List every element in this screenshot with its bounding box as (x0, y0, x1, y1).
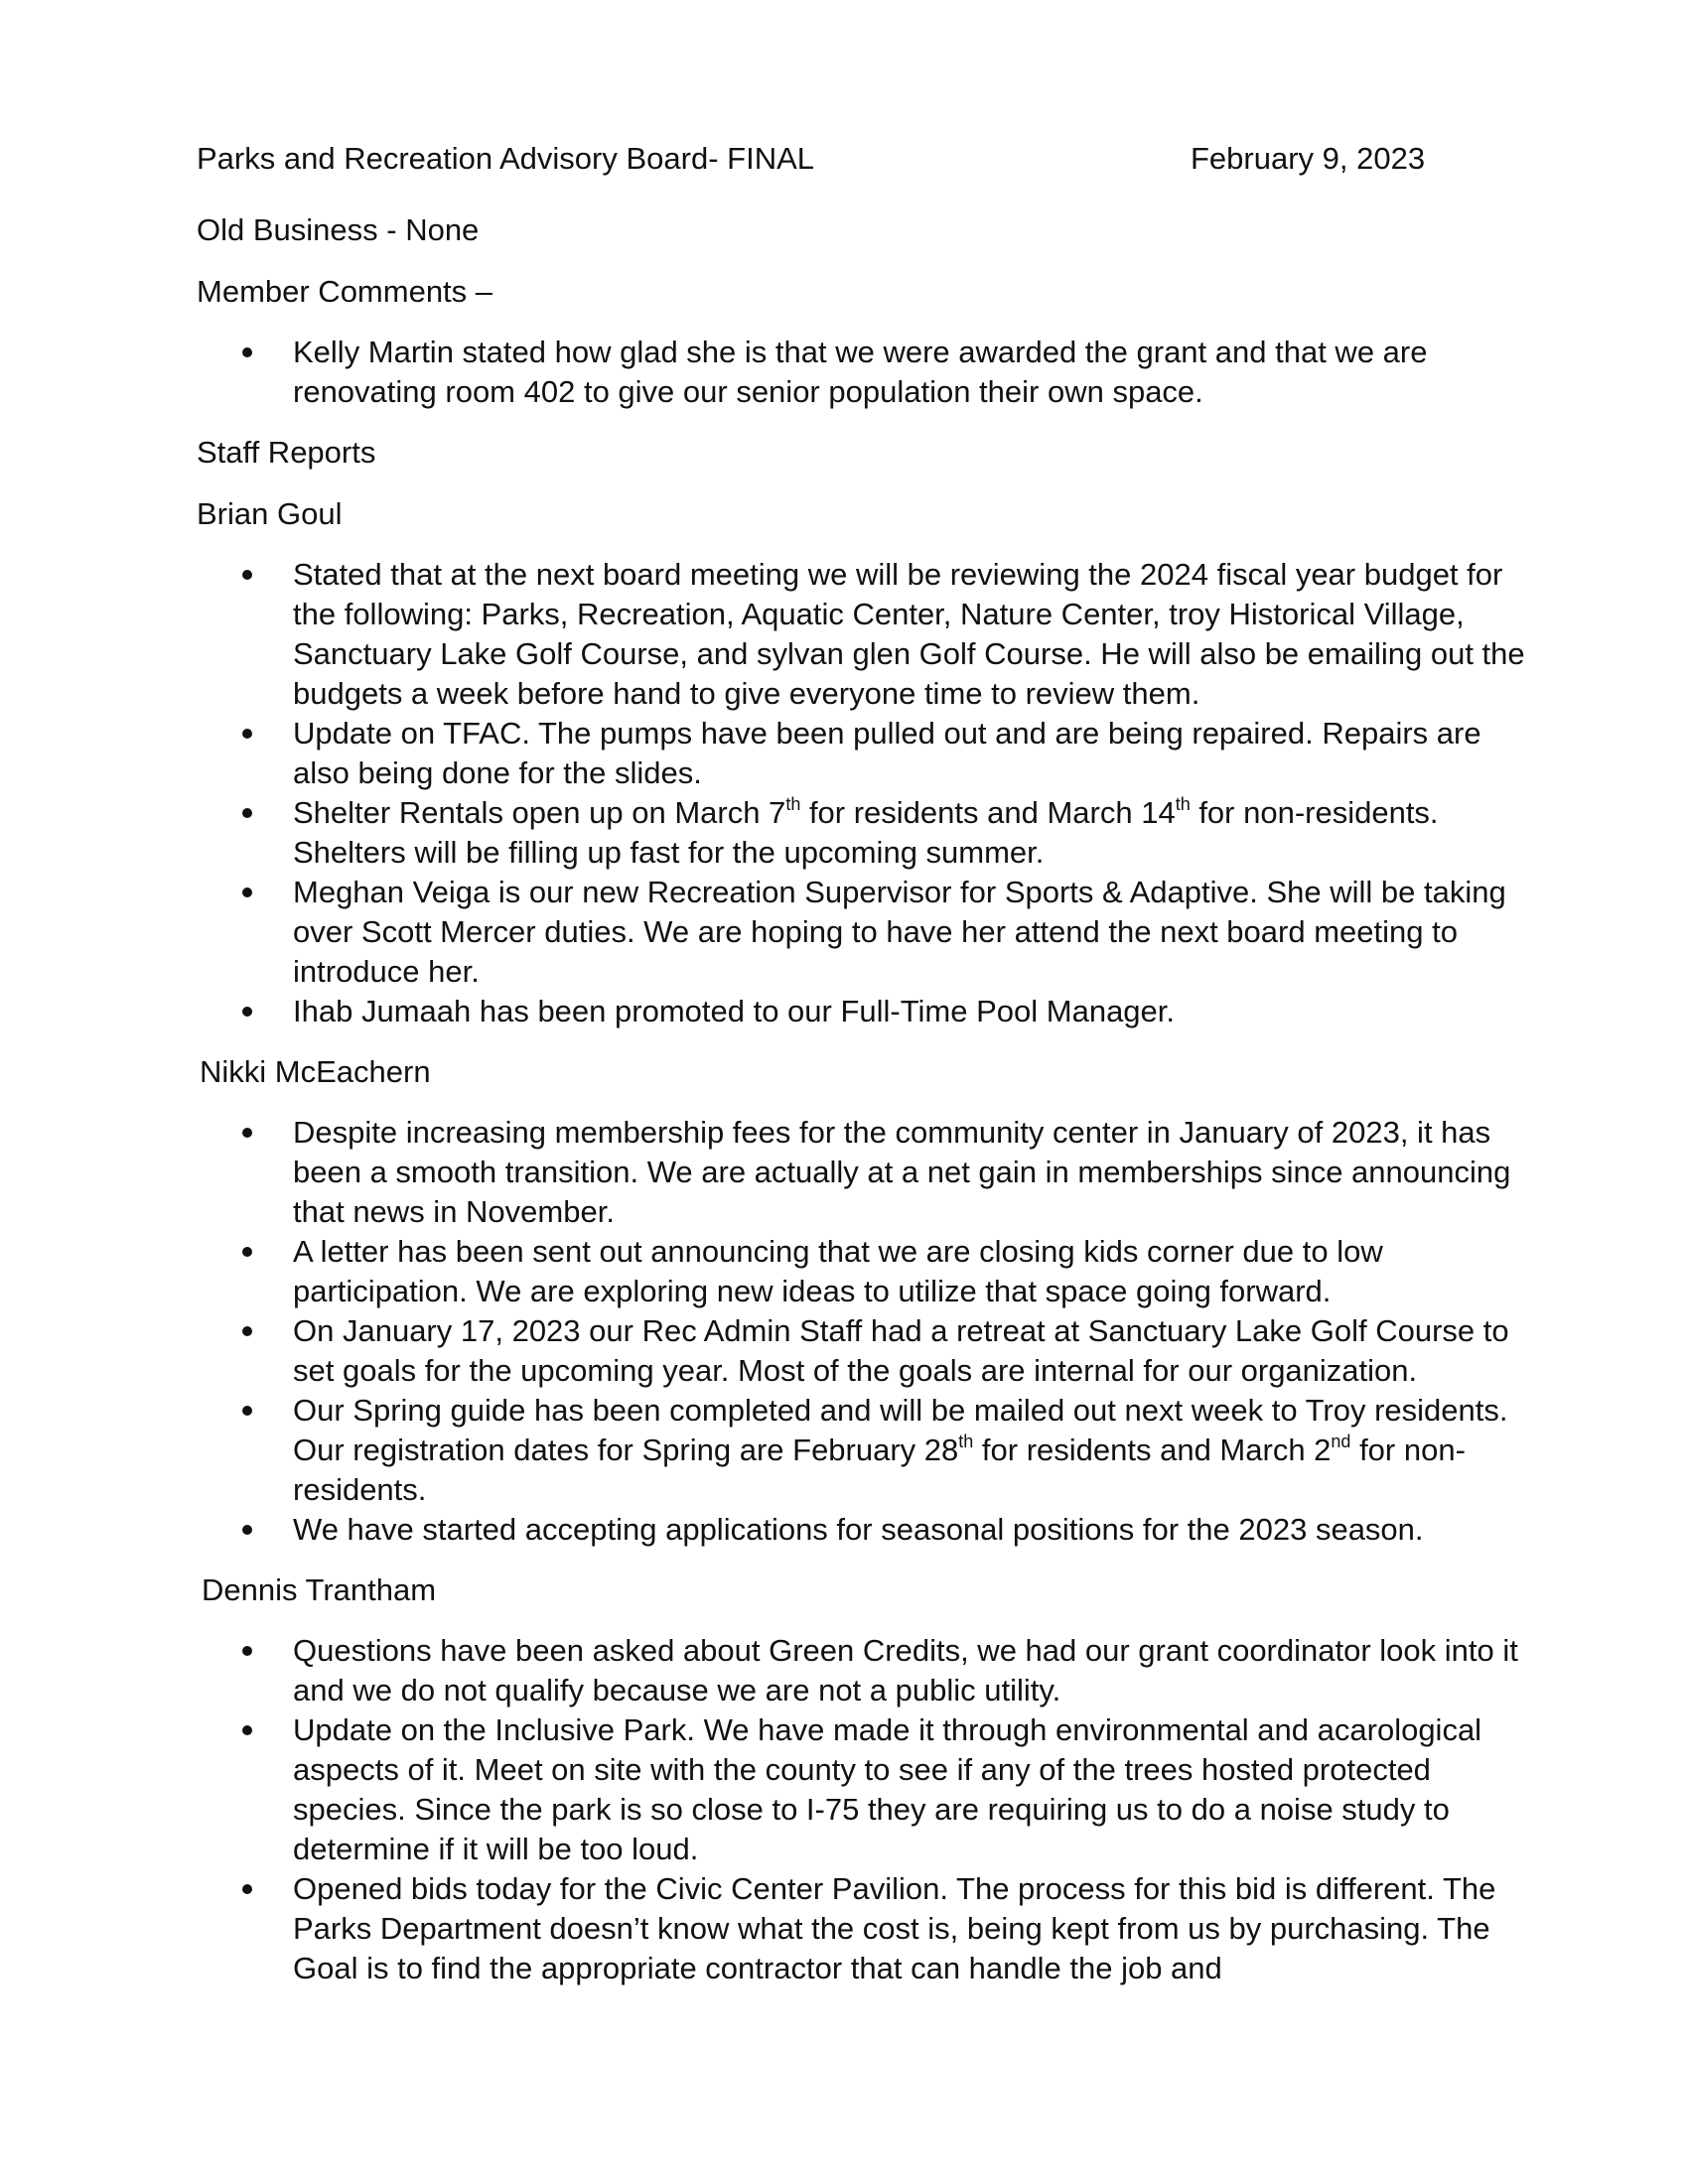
list-item: Questions have been asked about Green Credits, we had our grant coordinator look into it and we do not qualify because we are not a public utility. (197, 1631, 1527, 1710)
list-item: We have started accepting applications for seasonal positions for the 2023 season. (197, 1510, 1527, 1550)
document-date: February 9, 2023 (1191, 141, 1426, 176)
bullet-icon (242, 729, 252, 739)
list-item: Our Spring guide has been completed and will be mailed out next week to Troy residents. Our registration dates for Spring are February 28th for residents and March 2nd for non-residents. (197, 1391, 1527, 1510)
document-title: Parks and Recreation Advisory Board- FINAL (197, 141, 814, 176)
brian-report-list (197, 555, 1527, 1031)
list-item: A letter has been sent out announcing that we are closing kids corner due to low participation. We are exploring new ideas to utilize that space going forward. (197, 1232, 1527, 1311)
staff-reports-heading: Staff Reports (197, 435, 376, 470)
list-item: Despite increasing membership fees for the community center in January of 2023, it has been a smooth transition. We are actually at a net gain in memberships since announcing that news in November. (197, 1113, 1527, 1232)
minutes-body (197, 210, 1527, 1988)
bullet-icon (242, 1007, 252, 1017)
bullet-icon (242, 1247, 252, 1257)
bullet-icon (242, 808, 252, 818)
bullet-icon (242, 1646, 252, 1656)
reporter-name: Dennis Trantham (202, 1572, 437, 1607)
member-comments-heading: Member Comments – (197, 274, 493, 309)
old-business-heading: Old Business - None (197, 212, 480, 247)
list-item: Kelly Martin stated how glad she is that we were awarded the grant and that we are renovating room 402 to give our senior population their own space. (197, 333, 1527, 412)
member-comments-list (197, 333, 1527, 412)
bullet-icon (242, 347, 252, 357)
list-item: Opened bids today for the Civic Center Pavilion. The process for this bid is different. The Parks Department doesn’t know what the cost is, being kept from us by purchasing. The Goal is to find the appropriate contractor that can handle the job and (197, 1869, 1527, 1988)
bullet-icon (242, 887, 252, 897)
bullet-icon (242, 1406, 252, 1416)
list-item: Shelter Rentals open up on March 7th for residents and March 14th for non-residents. Shelters will be filling up fast for the upcoming summer. (197, 793, 1527, 873)
list-item: On January 17, 2023 our Rec Admin Staff had a retreat at Sanctuary Lake Golf Course to set goals for the upcoming year. Most of the goals are internal for our organization. (197, 1311, 1527, 1391)
reporter-name: Brian Goul (197, 496, 343, 531)
reporter-name: Nikki McEachern (200, 1054, 431, 1089)
bullet-icon (242, 1725, 252, 1735)
list-item: Meghan Veiga is our new Recreation Supervisor for Sports & Adaptive. She will be taking over Scott Mercer duties. We are hoping to have her attend the next board meeting to introduce her. (197, 873, 1527, 992)
bullet-icon (242, 1525, 252, 1535)
list-item: Update on TFAC. The pumps have been pulled out and are being repaired. Repairs are also being done for the slides. (197, 714, 1527, 793)
bullet-icon (242, 1128, 252, 1138)
bullet-icon (242, 1884, 252, 1894)
list-item: Ihab Jumaah has been promoted to our Full-Time Pool Manager. (197, 992, 1527, 1031)
list-item: Stated that at the next board meeting we will be reviewing the 2024 fiscal year budget for the following: Parks, Recreation, Aquatic Center, Nature Center, troy Historical Village, Sanctuary Lake Golf Course, and sylvan glen Golf Course. He will also be emailing out the budgets a week before hand to give everyone time to review them. (197, 555, 1527, 714)
nikki-report-list (197, 1113, 1527, 1550)
bullet-icon (242, 570, 252, 580)
list-item: Update on the Inclusive Park. We have made it through environmental and acarological aspects of it. Meet on site with the county to see if any of the trees hosted protected species. Since the park is so close to I-75 they are requiring us to do a noise study to determine if it will be too loud. (197, 1710, 1527, 1869)
dennis-report-list (197, 1631, 1527, 1988)
bullet-icon (242, 1326, 252, 1336)
